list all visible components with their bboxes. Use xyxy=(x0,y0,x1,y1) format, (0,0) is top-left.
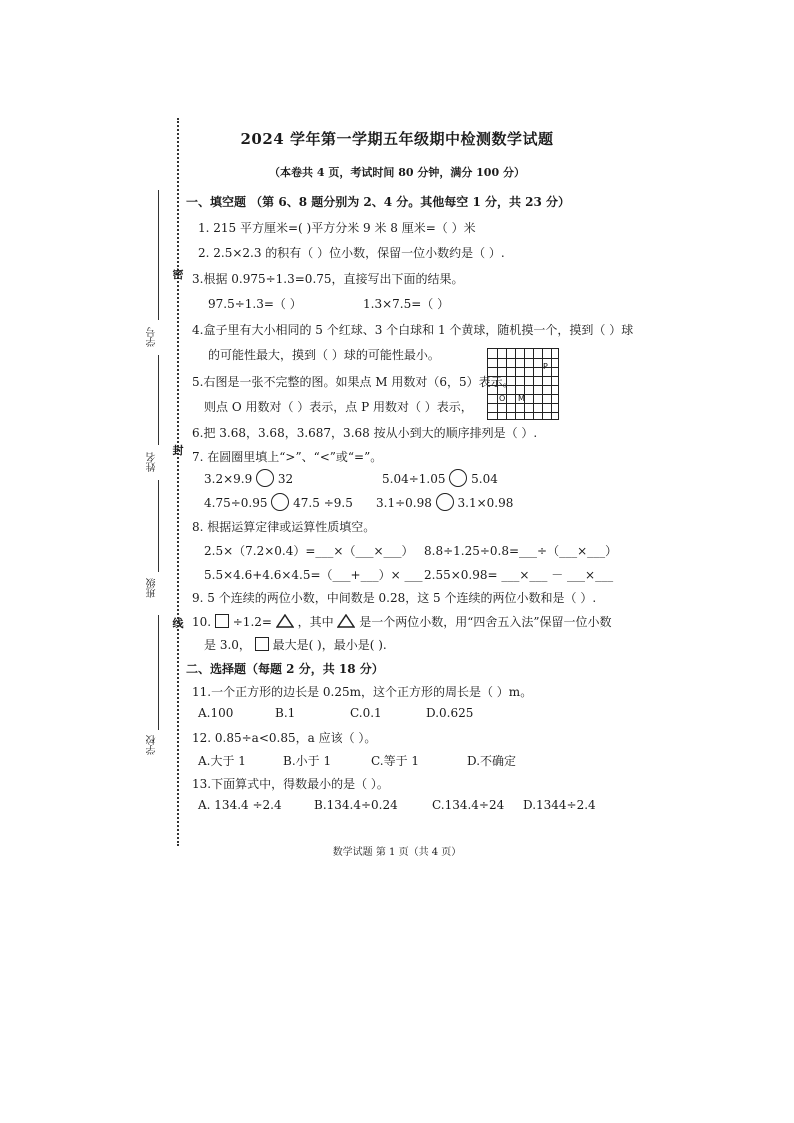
label-class: 班级 xyxy=(147,578,158,598)
school-line xyxy=(158,615,159,730)
question-8d: 2.55×0.98= ___×___ － ___×___ xyxy=(424,568,614,582)
question-1: 1. 215 平方厘米=( )平方分米 9 米 8 厘米=（ ）米 xyxy=(198,221,476,235)
question-3a: 97.5÷1.3=（ ） xyxy=(208,297,302,311)
seal-mi: 密 xyxy=(172,268,184,281)
compare-circle[interactable] xyxy=(436,493,454,511)
q10b-head: 是 3.0， xyxy=(204,638,251,652)
q13-option-d[interactable]: D.1344÷2.4 xyxy=(523,798,596,812)
compare-circle[interactable] xyxy=(256,469,274,487)
question-4b: 的可能性最大，摸到（ ）球的可能性最小。 xyxy=(208,348,440,362)
question-8b: 8.8÷1.25÷0.8=___÷（___×___） xyxy=(424,544,618,558)
student-id-line xyxy=(158,190,159,320)
exam-title: 2024 学年第一学期五年级期中检测数学试题 xyxy=(240,130,554,148)
page-footer: 数学试题 第 1 页（共 4 页） xyxy=(332,847,462,858)
binding-dotted-line xyxy=(177,118,179,846)
label-name: 姓名 xyxy=(147,452,158,472)
question-11: 11.一个正方形的边长是 0.25m，这个正方形的周长是（ ）m。 xyxy=(192,685,533,699)
q13-option-b[interactable]: B.134.4÷0.24 xyxy=(314,798,398,812)
q10-number: 10. xyxy=(192,615,212,629)
seal-feng: 封 xyxy=(172,444,184,457)
q10-mid: ÷1.2= xyxy=(232,615,272,629)
q10-end: ，其中 xyxy=(297,615,334,629)
q12-option-a[interactable]: A.大于 1 xyxy=(198,754,246,768)
question-10a xyxy=(192,613,612,630)
question-7a xyxy=(204,469,293,487)
coordinate-grid xyxy=(487,348,559,420)
question-6: 6.把 3.68，3.68，3.687，3.68 按从小到大的顺序排列是（ ）. xyxy=(192,426,538,440)
q7c-left: 4.75÷0.95 xyxy=(204,496,268,510)
class-line xyxy=(158,480,159,572)
square-icon xyxy=(255,637,269,651)
q7d-left: 3.1÷0.98 xyxy=(376,496,432,510)
q11-option-a[interactable]: A.100 xyxy=(198,706,234,720)
question-13: 13.下面算式中，得数最小的是（ ）。 xyxy=(192,777,389,791)
compare-circle[interactable] xyxy=(271,493,289,511)
q7a-right: 32 xyxy=(277,472,294,486)
exam-subtitle: （本卷共 4 页，考试时间 80 分钟，满分 100 分） xyxy=(269,166,525,179)
label-school: 学校 xyxy=(147,735,158,755)
question-7c xyxy=(204,493,353,511)
section2-heading: 二、选择题（每题 2 分，共 18 分） xyxy=(186,662,384,676)
q11-option-d[interactable]: D.0.625 xyxy=(426,706,474,720)
question-8c: 5.5×4.6+4.6×4.5=（___+___）× ___ xyxy=(204,568,423,582)
q12-option-b[interactable]: B.小于 1 xyxy=(283,754,332,768)
q7c-right: 47.5 ÷9.5 xyxy=(293,496,353,510)
grid-point-o: O xyxy=(499,394,506,403)
question-7: 7. 在圆圈里填上“>”、“<”或“=”。 xyxy=(192,450,383,464)
q12-option-d[interactable]: D.不确定 xyxy=(467,754,517,768)
question-7d xyxy=(376,493,513,511)
q11-option-c[interactable]: C.0.1 xyxy=(350,706,382,720)
section1-heading: 一、填空题 （第 6、8 题分别为 2、4 分。其他每空 1 分，共 23 分） xyxy=(186,195,571,209)
q13-option-a[interactable]: A. 134.4 ÷2.4 xyxy=(198,798,282,812)
compare-circle[interactable] xyxy=(449,469,467,487)
question-10b xyxy=(204,636,387,653)
q10-tail: 是一个两位小数，用“四舍五入法”保留一位小数 xyxy=(359,615,612,629)
name-line xyxy=(158,355,159,445)
square-icon xyxy=(215,614,229,628)
grid-point-m: M xyxy=(518,394,525,403)
q13-option-c[interactable]: C.134.4÷24 xyxy=(432,798,505,812)
grid-point-p: P xyxy=(543,362,548,371)
question-5a: 5.右图是一张不完整的图。如果点 M 用数对（6，5）表示。 xyxy=(192,375,515,389)
q11-option-b[interactable]: B.1 xyxy=(275,706,296,720)
q12-option-c[interactable]: C.等于 1 xyxy=(371,754,420,768)
q7b-right: 5.04 xyxy=(471,472,498,486)
question-8a: 2.5×（7.2×0.4）=___×（___×___） xyxy=(204,544,414,558)
question-3b: 1.3×7.5=（ ） xyxy=(363,297,450,311)
question-3: 3.根据 0.975÷1.3=0.75，直接写出下面的结果。 xyxy=(192,272,464,286)
question-5b: 则点 O 用数对（ ）表示，点 P 用数对（ ）表示， xyxy=(204,400,473,414)
question-12: 12. 0.85÷a<0.85，a 应该（ ）。 xyxy=(192,731,377,745)
label-student-id: 学号 xyxy=(147,327,158,347)
q7b-left: 5.04÷1.05 xyxy=(382,472,446,486)
q7a-left: 3.2×9.9 xyxy=(204,472,253,486)
q10b-tail: 最大是( )，最小是( ). xyxy=(272,638,387,652)
q7d-right: 3.1×0.98 xyxy=(457,496,514,510)
question-7b xyxy=(382,469,498,487)
question-2: 2. 2.5×2.3 的积有（ ）位小数，保留一位小数约是（ ）. xyxy=(198,246,505,260)
seal-xian: 线 xyxy=(172,617,184,630)
triangle-icon xyxy=(276,614,294,628)
question-4a: 4.盒子里有大小相同的 5 个红球、3 个白球和 1 个黄球，随机摸一个，摸到（ ）球 xyxy=(192,323,634,337)
triangle-icon xyxy=(337,614,355,628)
question-8: 8. 根据运算定律或运算性质填空。 xyxy=(192,520,376,534)
question-9: 9. 5 个连续的两位小数，中间数是 0.28，这 5 个连续的两位小数和是（ ）. xyxy=(192,591,597,605)
